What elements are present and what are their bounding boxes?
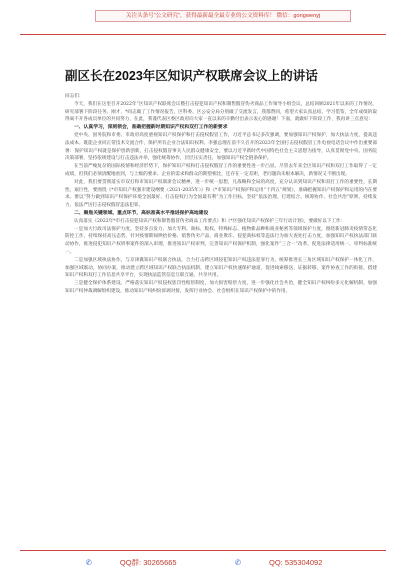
document-body: [65, 93, 377, 296]
greeting: 同志们：: [65, 94, 84, 99]
banner-text: 关注头条号“公文研究”，获得最新最全最专业的公文资料库！ 微信：gongwenyj: [125, 13, 321, 19]
paragraph: 一是加大行政司法保护力度。坚持多点发力、加大专利、商标、版权、特殊标志、植物新品种和商业秘密等领域保护力度，围绕新冠肺炎疫情常态化防控工作，持续保持高压态势，针对疫情期间哄抬价格、销售伪劣产品、商业欺诈、侵犯商标权等违法行为加大查处打击力度，加强知识产权执法部门联动协作，推进侵犯知识产权刑事案件的深入审理，推进知识产权审判，完善知识产权保护机制，强化案件“三合一”改革，促进法律适用统一、审判标准统一。: [65, 226, 377, 255]
section-2-heading: 二、聚焦关键领域、重点环节，高标准高水平推进保护高地建设: [74, 209, 209, 216]
footer-rule: [20, 550, 386, 551]
document-title: 副区长在2023年区知识产权联席会议上的讲话: [65, 69, 318, 83]
paragraph: 党中央、国务院和市委、市政府高度重视知识产权保护和打击侵权假冒工作，习近平总书记多次强调，要加强知识产权保护，加大执法力度，提高违法成本。既能企业同正常技术交流合作，保护所有企业合法知识权利。李强总理在前不久召开的2023年全国打击侵权假冒工作电视电话会议中作出重要部署：保护知识产权就是保护创新创新，打击侵权假冒事关人民群众健康安全，要以习近平新时代中国特色社会主义思想为指导，认真贯彻党中央、国务院决策部署，坚持依规建设与打击违法并举，强化统筹协作，层层压实责任，加强知识产权全链条保护。: [65, 132, 377, 162]
paragraph: 三是健全保护体系建设。严格落实知识产权侵权惩罚性赔偿制度，加大损害赔偿力度，进一步强化社会共治，健全知识产权纠纷多元化解机制，加强知识产权仲裁调解组织建设，推动知识产权纠纷诉调对接，发挥行业协会、社会组织在知识产权保护中的作用。: [65, 281, 377, 294]
qq-contact: [221, 558, 337, 567]
handset-icon: ✆: [85, 558, 92, 567]
handset-icon: ✆: [234, 558, 241, 567]
section-1-heading: 一、认真学习，深刻领会，准确把握新时期知识产权和双打工作的新要求: [74, 124, 228, 131]
paragraph: 二是加强区域执法协作。与京津冀知识产权联合执法，合力打击跨区域侵犯知识产权违法犯罪行为，统筹推进长三角区域知识产权保护一体化工作，加强区域联动，协同办案，推动建立跨区域知识产权联合执法机制，建立知识产权快速保护通道，促进线索移送、证据转移、案件协查工作的衔接，搭建知识产权和双打工作信息共享平台，实现执法监管信息互联互通、共享共用。: [65, 257, 377, 279]
qq-contact-text: QQ: 535304092: [269, 558, 323, 567]
qq-group: [72, 558, 191, 567]
intro-paragraph: 今天，我们在这里召开2022年“区知识产权联席会议暨打击侵犯知识产权和制售假冒伪劣商品工作领导小组会议，总结回顾2021年以来的工作情况，研究部署下阶段任务。刚才，*同志做了工作情况报告，区科委、区公安分局分别做了交流发言，我都赞同，希望大家认真总结、学习借鉴，全年成绩的取得离不开各成员单位的共同努力，在此，我谨代表区委区政府向大家一直以来的辛勤付出表示衷心的感谢！下面，就做好下阶段工作，我再讲三点意见：: [65, 101, 377, 123]
top-banner: [95, 10, 351, 22]
paragraph: 对此，我们要贯彻落实市双打和市知识产权联席会议精神，进一步统一思想，凡战略和全局的高度，充分认识到知识产权和双打工作的重要性、长期性、艰巨性，要围绕《*市知识产权强市建设纲要（2021-2035年）》和《*市知识产权保护和运用“十四五”规划》，准确把握知识产权保护和运用的内在要求。要以“努力做到知识产权保护环境全国最好、打击侵权行为全国最有利”为工作目标，坚持“依法治理、打建结合、统筹协作、社会共治”原则，持续发力，依法严厉打击侵权假冒违法犯罪。: [65, 179, 377, 209]
qq-group-text: QQ群: 30265665: [119, 558, 177, 567]
footer: [0, 557, 408, 568]
paragraph: 在当前严峻复杂的国际疫情和经济形势下，保护知识产权和打击侵权假冒工作的重要性进一步凸显。尽管去年来全区知识产权和双打工作取得了一定成绩，但我们必须清醒地看到，与上级的要求、企业的需求和群众的期望相比，还存在一定差距，老问题尚未根本解决，新情况又不断出现。: [65, 164, 377, 177]
header-rule: [20, 34, 386, 35]
paragraph: 认真落实《2022年*市打击侵犯知识产权和制售假冒伪劣商品工作要点》和《*区强化知识产权保护三年行动计划》，要做好以下工作：: [74, 218, 346, 224]
